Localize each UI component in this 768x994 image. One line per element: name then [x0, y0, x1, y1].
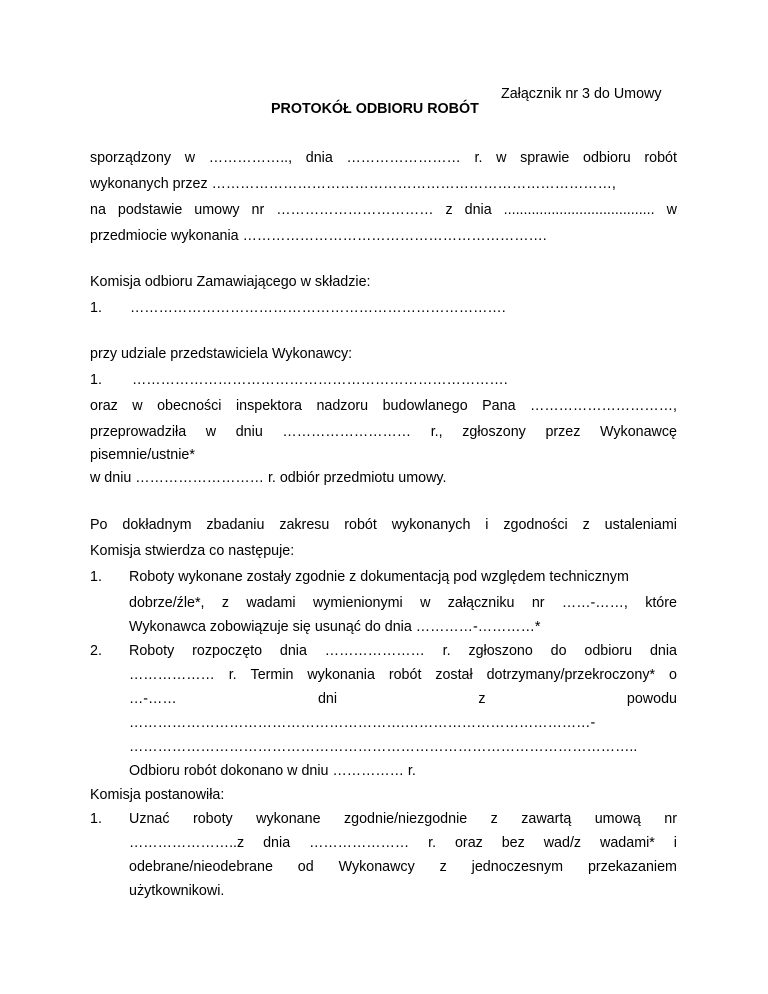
word: dnia [464, 202, 492, 218]
intro-line-2: wykonanych przez …………………………………………………………………………, [90, 176, 616, 192]
word: które [645, 595, 677, 611]
word: przez [545, 424, 581, 440]
word: w [184, 150, 196, 166]
decision-1-line-2 [129, 834, 677, 852]
findings-intro-line-2: Komisja stwierdza co następuje: [90, 543, 295, 559]
word: i [485, 517, 489, 533]
word: został [435, 667, 473, 683]
word: robót [388, 667, 422, 683]
findings-intro-line-1 [90, 516, 677, 534]
word: roboty [192, 811, 233, 827]
conducted-line [90, 423, 677, 441]
word: …………………… [346, 150, 461, 166]
word: ……………………… [282, 424, 412, 440]
word: …………………………… [276, 202, 434, 218]
word: Uznać [129, 811, 170, 827]
word: …-…… [129, 691, 177, 707]
word: dni [317, 691, 338, 707]
word: dotrzymany/przekroczony* [486, 667, 656, 683]
word: i [673, 835, 677, 851]
notification-mode: pisemnie/ustnie* [90, 447, 195, 463]
word: dnia [279, 643, 307, 659]
decision-1-line-3 [129, 858, 677, 876]
finding-2-line-6: Odbioru robót dokonano w dniu …………… r. [129, 763, 416, 779]
word: o [668, 667, 677, 683]
word: na [90, 202, 106, 218]
word: zgłoszono [468, 643, 533, 659]
finding-2-line-2 [129, 666, 677, 684]
word: r. [228, 667, 237, 683]
word: …………….., [208, 150, 293, 166]
word: r., [430, 424, 443, 440]
word: w [496, 150, 507, 166]
word: odbioru [584, 643, 633, 659]
word: dokładnym [122, 517, 192, 533]
decision-heading: Komisja postanowiła: [90, 787, 225, 803]
word: zbadaniu [206, 517, 265, 533]
finding-2-line-3 [129, 690, 677, 708]
word: przekazaniem [587, 859, 677, 875]
finding-1-line-2 [129, 594, 677, 612]
word: dnia [305, 150, 333, 166]
word: nr [251, 202, 265, 218]
word: Roboty [129, 643, 175, 659]
word: Po [90, 517, 108, 533]
finding-1-line-1: Roboty wykonane zostały zgodnie z dokumentacją pod względem technicznym [129, 569, 629, 585]
word: umowy [194, 202, 240, 218]
finding-2-line-1 [129, 642, 677, 660]
word: sprawie [520, 150, 570, 166]
word: odebrane/nieodebrane [129, 859, 273, 875]
word: umową [594, 811, 641, 827]
word: ……-……, [561, 595, 628, 611]
word: z [478, 691, 486, 707]
word: Pana [482, 398, 516, 414]
word: dobrze/źle*, [129, 595, 205, 611]
contractor-representative-blank: ……………………………………………………………………. [132, 372, 508, 388]
word: powodu [626, 691, 677, 707]
word: wad/z [543, 835, 582, 851]
word: oraz [454, 835, 483, 851]
word: nadzoru [316, 398, 369, 414]
word: odbioru [583, 150, 631, 166]
word: inspektora [235, 398, 302, 414]
word: ...................................... [503, 202, 655, 218]
word: rozpoczęto [192, 643, 263, 659]
word: r. [442, 643, 451, 659]
word: wadami [246, 595, 296, 611]
word: ustaleniami [604, 517, 677, 533]
finding-1-line-3: Wykonawca zobowiązuje się usunąć do dnia …………-…………* [129, 619, 541, 635]
commission-heading: Komisja odbioru Zamawiającego w składzie: [90, 274, 371, 290]
intro-line-3 [90, 201, 677, 219]
document-title: PROTOKÓŁ ODBIORU ROBÓT [271, 101, 479, 117]
word: podstawie [117, 202, 183, 218]
word: dnia [263, 835, 291, 851]
word: dniu [235, 424, 263, 440]
word: z [582, 517, 590, 533]
word: zawartą [521, 811, 572, 827]
word: zgodności [503, 517, 568, 533]
word: zgłoszony [462, 424, 526, 440]
decision-1-line-1 [129, 810, 677, 828]
word: do [550, 643, 567, 659]
word: wykonania [307, 667, 375, 683]
word: …………………..z [129, 835, 245, 851]
word: w [205, 424, 217, 440]
finding-1-number: 1. [90, 569, 102, 585]
word: z [490, 811, 498, 827]
finding-2-line-4: ………………………………………………….…………………………………- [129, 715, 596, 731]
intro-line-1 [90, 149, 677, 167]
word: w [420, 595, 431, 611]
word: oraz [90, 398, 118, 414]
acceptance-date-line: w dniu ……………………… r. odbiór przedmiotu umowy. [90, 470, 447, 486]
word: ……………… [129, 667, 215, 683]
word: …………………………, [530, 398, 677, 414]
word: wadami* [600, 835, 655, 851]
word: zgodnie/niezgodnie [343, 811, 468, 827]
decision-1-number: 1. [90, 811, 102, 827]
word: od [297, 859, 314, 875]
word: sporządzony [90, 150, 172, 166]
word: nr [664, 811, 677, 827]
word: z [439, 859, 447, 875]
word: Wykonawcę [600, 424, 677, 440]
finding-2-line-5: …………………………………………………………………………………………….. [129, 739, 638, 755]
word: wykonanych [391, 517, 471, 533]
contractor-item-number: 1. [90, 372, 102, 388]
word: robót [344, 517, 377, 533]
word: z [445, 202, 453, 218]
word: Wykonawcy [338, 859, 415, 875]
inspector-line [90, 397, 677, 415]
word: bez [501, 835, 525, 851]
word: r. [428, 835, 437, 851]
word: wymienionymi [312, 595, 403, 611]
word: obecności [157, 398, 222, 414]
word: Termin [250, 667, 294, 683]
word: w [132, 398, 143, 414]
word: budowlanego [382, 398, 468, 414]
word: wykonane [256, 811, 321, 827]
decision-1-line-4: użytkownikowi. [129, 883, 225, 899]
intro-line-4: przedmiocie wykonania ………………………………………………………. [90, 228, 547, 244]
word: załączniku [447, 595, 515, 611]
word: robót [644, 150, 677, 166]
word: w [666, 202, 677, 218]
commission-item-number: 1. [90, 300, 102, 316]
word: r. [474, 150, 483, 166]
commission-member-blank: ……………………………………………………………………. [130, 300, 506, 316]
word: z [221, 595, 229, 611]
word: dnia [649, 643, 677, 659]
word: ………………… [309, 835, 410, 851]
finding-2-number: 2. [90, 643, 102, 659]
word: zakresu [279, 517, 330, 533]
word: jednoczesnym [471, 859, 564, 875]
word: nr [531, 595, 545, 611]
word: ………………… [324, 643, 425, 659]
word: przeprowadziła [90, 424, 187, 440]
attachment-label: Załącznik nr 3 do Umowy [501, 86, 662, 102]
contractor-heading: przy udziale przedstawiciela Wykonawcy: [90, 346, 353, 362]
